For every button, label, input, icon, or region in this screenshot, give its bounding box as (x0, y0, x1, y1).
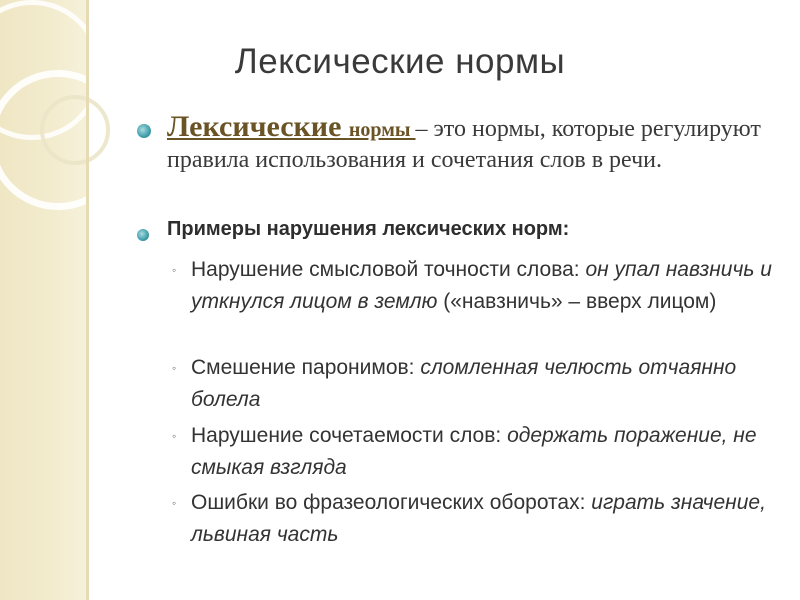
item-note: («навзничь» – вверх лицом) (437, 290, 717, 313)
circle-bullet-icon (137, 229, 149, 241)
item-text: Нарушение смысловой точности слова: (191, 258, 586, 281)
slide-title: Лексические нормы (234, 42, 566, 81)
hollow-circle-icon: ◦ (172, 263, 177, 277)
item-example: он упал навзничь и уткнулся лицом в землю (191, 258, 772, 313)
term-word-lexical: Лексические (167, 110, 349, 143)
definition-paragraph (167, 112, 777, 175)
list-item (172, 254, 772, 318)
hollow-circle-icon: ◦ (172, 429, 177, 443)
list-item (172, 420, 772, 484)
band-edge-line (86, 0, 89, 600)
item-example: играть значение, львиная часть (191, 491, 766, 546)
hollow-circle-icon: ◦ (172, 361, 177, 375)
definition-text: – это нормы, которые регулируют правила использования и сочетания слов в речи. (167, 116, 761, 173)
item-example: одержать поражение, не смыкая взгляда (191, 424, 757, 479)
item-text: Ошибки во фразеологических оборотах: (191, 491, 592, 514)
term-word-norms: нормы (348, 119, 416, 141)
circle-bullet-icon (137, 124, 151, 138)
item-example: сломленная челюсть отчаянно болела (191, 356, 737, 411)
definition-term (167, 110, 416, 143)
list-item (172, 352, 772, 416)
item-text: Нарушение сочетаемости слов: (191, 424, 508, 447)
hollow-circle-icon: ◦ (172, 496, 177, 510)
decorative-side-band (0, 0, 88, 600)
decorative-ring (40, 95, 110, 165)
examples-heading: Примеры нарушения лексических норм: (167, 218, 570, 240)
item-text: Смешение паронимов: (191, 356, 421, 379)
list-item (172, 487, 772, 551)
